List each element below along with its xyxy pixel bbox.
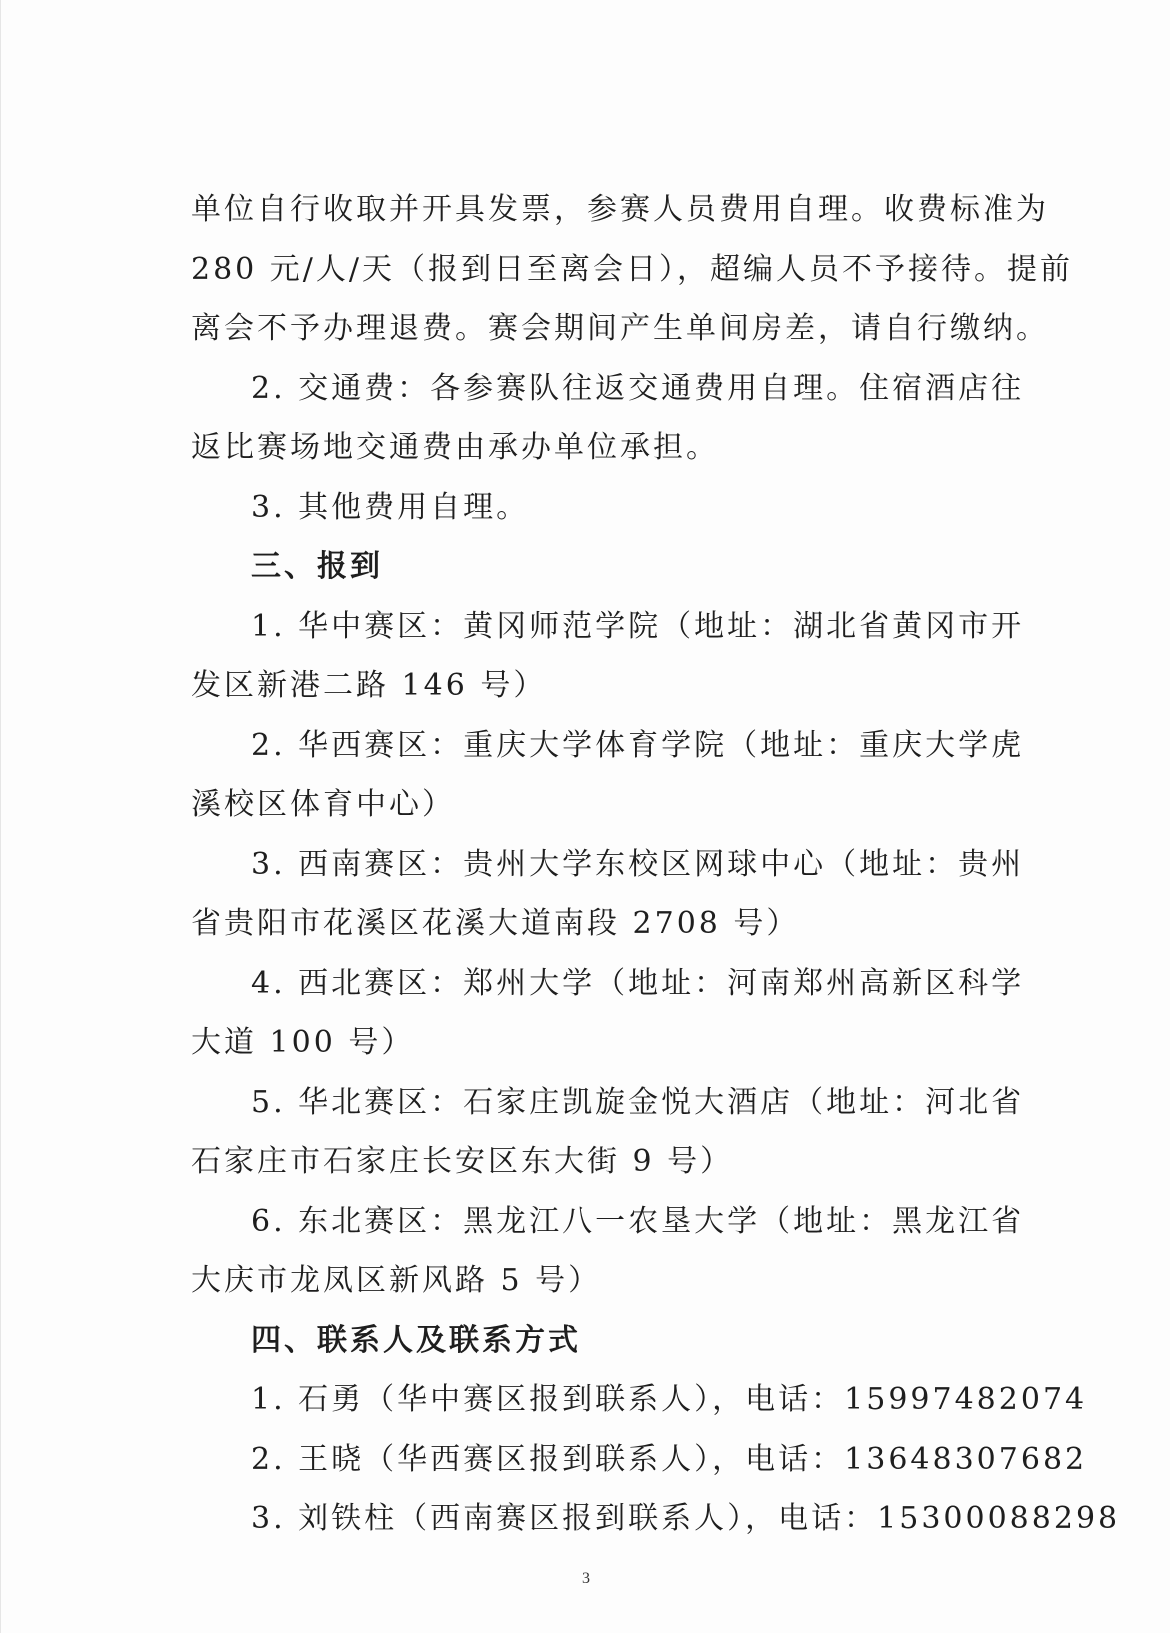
list-item-west-china: 2. 华西赛区：重庆大学体育学院（地址：重庆大学虎 (251, 727, 1025, 763)
list-item-southwest: 3. 西南赛区：贵州大学东校区网球中心（地址：贵州 (251, 846, 1025, 882)
paragraph-line: 省贵阳市花溪区花溪大道南段 2708 号） (191, 906, 800, 941)
paragraph-line: 280 元/人/天（报到日至离会日），超编人员不予接待。提前 (191, 251, 1074, 287)
list-item-north-china: 5. 华北赛区：石家庄凯旋金悦大酒店（地址：河北省 (251, 1084, 1025, 1120)
section-heading-contacts: 四、联系人及联系方式 (251, 1322, 581, 1358)
list-item-transport-fee: 2. 交通费：各参赛队往返交通费用自理。住宿酒店往 (251, 370, 1025, 406)
paragraph-line: 石家庄市石家庄长安区东大街 9 号） (191, 1144, 734, 1179)
paragraph-line: 单位自行收取并开具发票，参赛人员费用自理。收费标准为 (191, 192, 1049, 227)
list-item-central-china: 1. 华中赛区：黄冈师范学院（地址：湖北省黄冈市开 (251, 608, 1025, 644)
document-body (191, 180, 1121, 1549)
list-item-northwest: 4. 西北赛区：郑州大学（地址：河南郑州高新区科学 (251, 965, 1025, 1001)
paragraph-line: 离会不予办理退费。赛会期间产生单间房差，请自行缴纳。 (191, 311, 1049, 346)
paragraph-line: 溪校区体育中心） (191, 787, 455, 822)
contact-item: 1. 石勇（华中赛区报到联系人），电话：15997482074 (251, 1382, 1088, 1417)
paragraph-line: 发区新港二路 146 号） (191, 668, 547, 703)
list-item-northeast: 6. 东北赛区：黑龙江八一农垦大学（地址：黑龙江省 (251, 1203, 1025, 1239)
section-heading-registration: 三、报到 (251, 549, 383, 584)
list-item-other-fees: 3. 其他费用自理。 (251, 489, 530, 525)
page-number: 3 (582, 1570, 590, 1587)
contact-item: 3. 刘铁柱（西南赛区报到联系人），电话：15300088298 (251, 1501, 1121, 1536)
paragraph-line: 大庆市龙凤区新风路 5 号） (191, 1263, 602, 1298)
contact-item: 2. 王晓（华西赛区报到联系人），电话：13648307682 (251, 1441, 1088, 1477)
paragraph-line: 大道 100 号） (191, 1025, 415, 1060)
paragraph-line: 返比赛场地交通费由承办单位承担。 (191, 430, 719, 465)
